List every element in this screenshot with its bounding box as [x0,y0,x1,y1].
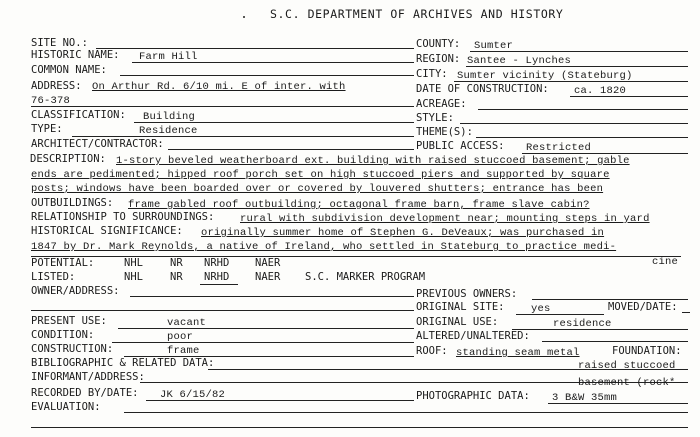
altered-line [542,341,688,342]
historic-name-label: HISTORIC NAME: [31,49,120,61]
photographic-label: PHOTOGRAPHIC DATA: [416,390,530,402]
previous-owners-label: PREVIOUS OWNERS: [416,288,518,300]
public-access-line [522,153,688,154]
type-line [72,136,414,137]
style-label: STYLE: [416,112,454,124]
significance-line2: 1847 by Dr. Mark Reynolds, a native of Ireland, who settled in Stateburg to practice medi- [31,241,617,253]
condition-value: poor [167,331,194,343]
original-site-line [516,314,604,315]
potential-nr: NR [170,257,183,269]
county-line [470,51,688,52]
speck-mark [243,16,245,18]
classification-label: CLASSIFICATION: [31,109,126,121]
present-use-line [118,328,414,329]
county-label: COUNTY: [416,38,461,50]
description-line3: posts; windows have been boarded over or covered by louvered shutters; entrance has been [31,183,604,195]
construction-label: CONSTRUCTION: [31,343,114,355]
original-use-value: residence [553,318,612,330]
style-line [460,123,688,124]
type-value: Residence [139,125,198,137]
foundation-label: FOUNDATION: [612,345,682,357]
photographic-value: 3 B&W 35mm [552,392,618,404]
listed-naer: NAER [255,271,281,283]
type-label: TYPE: [31,123,63,135]
acreage-label: ACREAGE: [416,98,467,110]
photographic-line [548,403,688,404]
listed-nr: NR [170,271,183,283]
common-name-label: COMMON NAME: [31,64,107,76]
original-site-value: yes [531,303,551,315]
bottom-rule [31,427,688,428]
altered-label: ALTERED/UNALTERED: [416,330,530,342]
address-value-line2: 76-378 [31,95,71,107]
listed-label: LISTED: [31,271,76,283]
potential-label: POTENTIAL: [31,257,95,269]
classification-line [134,122,414,123]
original-use-line [512,329,688,330]
evaluation-line [124,412,688,413]
present-use-value: vacant [167,317,207,329]
nrhd-underline [200,284,238,285]
recorded-line [146,400,414,401]
themes-label: THEME(S): [416,126,473,138]
public-access-value: Restricted [526,142,592,154]
themes-line [476,137,688,138]
surroundings-label: RELATIONSHIP TO SURROUNDINGS: [31,211,215,223]
foundation-value-line2: basement (rock* [578,377,676,389]
condition-line [112,342,414,343]
address-label: ADDRESS: [31,80,82,92]
acreage-line [478,109,688,110]
listed-nhl: NHL [124,271,143,283]
construction-value: frame [167,345,200,357]
owner-line [130,296,414,297]
region-label: REGION: [416,53,461,65]
address-line2-rule [31,106,414,107]
present-use-label: PRESENT USE: [31,315,107,327]
site-no-line [96,48,414,49]
date-value: ca. 1820 [574,85,627,97]
previous-owners-line [532,299,688,300]
site-no-label: SITE NO.: [31,37,88,49]
listed-nrhd: NRHD [204,271,230,283]
original-site-label: ORIGINAL SITE: [416,301,505,313]
listed-sc-marker: S.C. MARKER PROGRAM [305,271,426,283]
significance-line1: originally summer home of Stephen G. DeVeaux; was purchased in [201,227,605,239]
description-line2: ends are pedimented; hipped roof porch set on high stuccoed piers and supported by square [31,169,610,181]
recorded-value: JK 6/15/82 [160,389,226,401]
significance-label: HISTORICAL SIGNIFICANCE: [31,225,183,237]
condition-label: CONDITION: [31,329,95,341]
historic-name-value: Farm Hill [139,51,198,63]
county-value: Sumter [474,40,514,52]
informant-label: INFORMANT/ADDRESS: [31,371,145,383]
original-use-label: ORIGINAL USE: [416,316,499,328]
city-label: CITY: [416,68,448,80]
foundation-value-line1: raised stuccoed [578,360,676,372]
recorded-label: RECORDED BY/DATE: [31,387,139,399]
page-title: S.C. DEPARTMENT OF ARCHIVES AND HISTORY [270,7,564,21]
owner-line2 [31,310,414,311]
owner-label: OWNER/ADDRESS: [31,285,120,297]
city-value: Sumter vicinity (Stateburg) [457,70,633,82]
public-access-label: PUBLIC ACCESS: [416,140,505,152]
roof-value: standing seam metal [456,347,580,359]
city-line [454,81,688,82]
address-value-line1: On Arthur Rd. 6/10 mi. E of inter. with [92,81,346,93]
description-line1: 1-story beveled weatherboard ext. building with raised stuccoed basement; gable [116,155,630,167]
architect-line [168,149,414,150]
historic-name-line [132,62,414,63]
date-label: DATE OF CONSTRUCTION: [416,83,549,95]
moved-line [682,312,690,313]
region-line [466,66,688,67]
evaluation-label: EVALUATION: [31,401,101,413]
common-name-line [120,75,414,76]
moved-label: MOVED/DATE: [608,301,678,313]
significance-line3: cine [652,256,679,268]
description-label: DESCRIPTION: [30,153,106,165]
classification-value: Building [143,111,196,123]
potential-nrhd: NRHD [204,257,230,269]
bibliographic-label: BIBLIOGRAPHIC & RELATED DATA: [31,357,215,369]
outbuildings-value: frame gabled roof outbuilding; octagonal frame barn, frame slave cabin? [128,199,590,211]
region-value: Santee - Lynches [467,55,572,67]
date-line [570,96,688,97]
potential-naer: NAER [255,257,281,269]
potential-nhl: NHL [124,257,143,269]
outbuildings-label: OUTBUILDINGS: [31,197,114,209]
surroundings-value: rural with subdivision development near; mounting steps in yard [240,213,650,225]
architect-label: ARCHITECT/CONTRACTOR: [31,138,164,150]
roof-label: ROOF: [416,345,448,357]
